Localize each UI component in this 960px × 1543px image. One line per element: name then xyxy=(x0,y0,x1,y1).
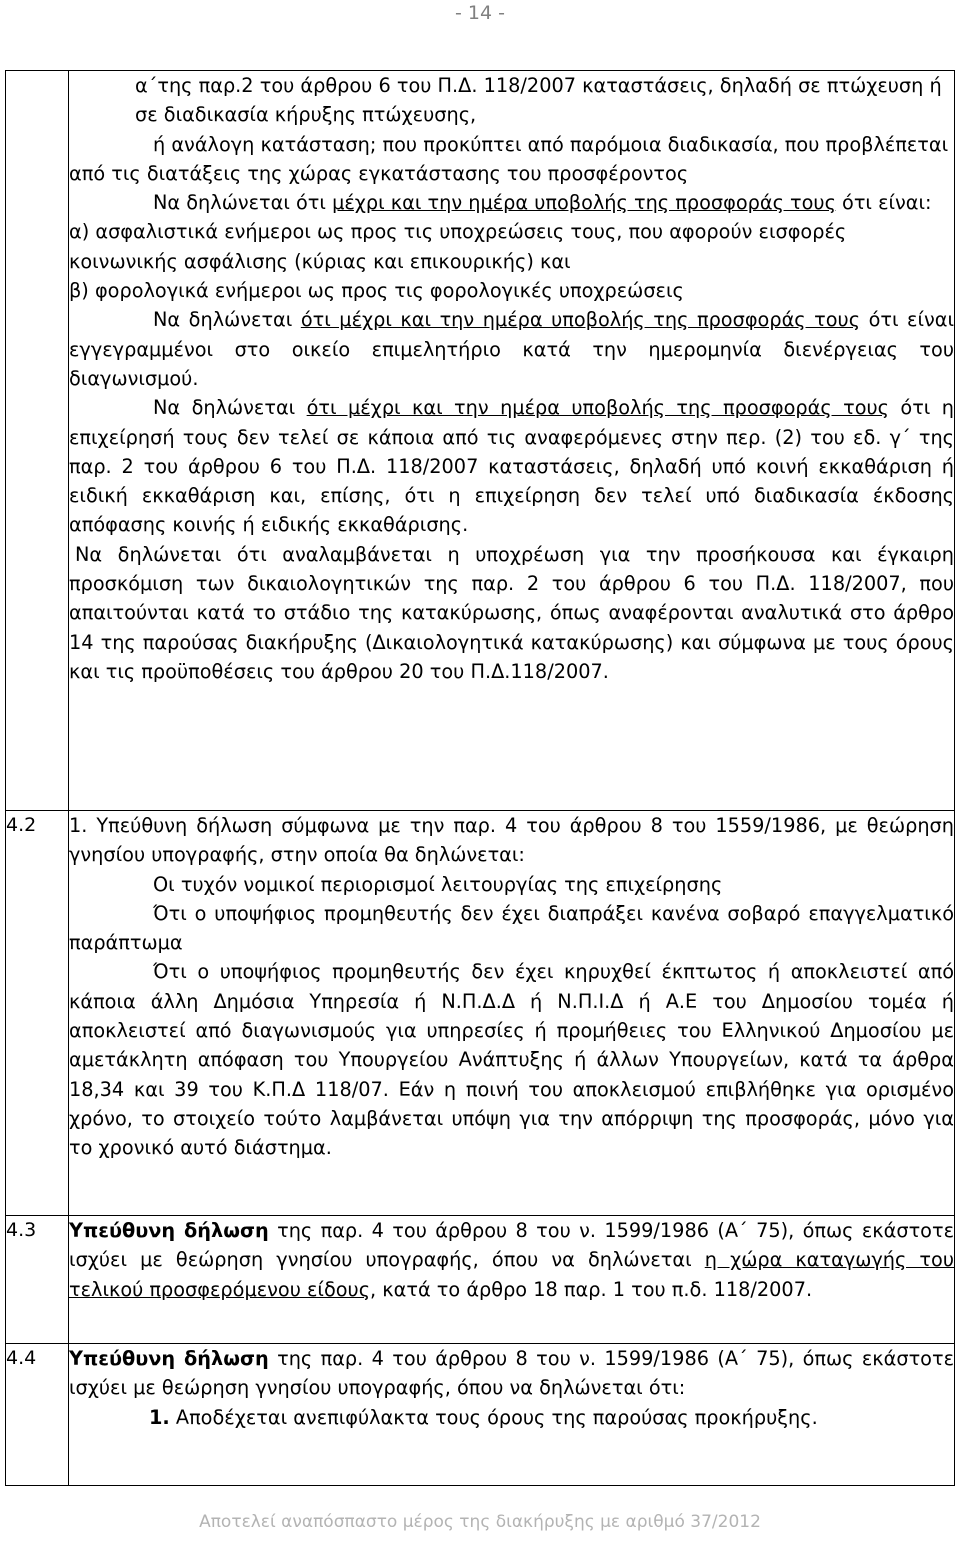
table-row xyxy=(6,1216,955,1344)
list-item: Οι τυχόν νομικοί περιορισμοί λειτουργίας της επιχείρησης xyxy=(153,872,723,896)
text: Ότι ο υποψήφιος προμηθευτής δεν έχει κηρυχθεί έκπτωτος ή αποκλειστεί από κάποια άλλη Δημόσια Υπηρεσία ή Ν.Π.Δ.Δ ή Ν.Π.Ι.Δ ή Α.Ε του Δημοσίου τομέα ή αποκλειστεί από διαγωνισμούς για υπηρεσίες ή προμήθειες του Ελληνικού Δημοσίου με αμετάκλητη απόφαση του Υπουργείου Ανάπτυξης ή άλλων Υπουργείων, κατά τα άρθρα 18,34 και 39 του Κ.Π.Δ 118/07. Εάν η ποινή του αποκλεισμού επιβλήθηκε για ορισμένο χρόνο, το στοιχείο τούτο λαμβάνεται υπόψη για την απόρριψη της προσφοράς, μόνο για το χρονικό αυτό διάστημα. xyxy=(69,960,954,1160)
paragraph: 1. Υπεύθυνη δήλωση σύμφωνα με την παρ. 4 του άρθρου 8 του 1559/1986, με θεώρηση γνησίου υπογραφής, στην οποία θα δηλώνεται: xyxy=(69,814,954,867)
underlined-text: ότι μέχρι και την ημέρα υποβολής της προσφοράς τους xyxy=(300,308,861,332)
text: ότι η επιχείρησή τους δεν τελεί σε κάποια από τις αναφερόμενες στην περ. (2) του εδ. γ΄ της παρ. 2 του άρθρου 6 του Π.Δ. 118/2007 καταστάσεις, δηλαδή υπό κοινή εκκαθάριση ή ειδική εκκαθάριση και, επίσης, ότι η επιχείρηση δεν τελεί υπό διαδικασία έκδοσης απόφασης κοινής ή ειδικής εκκαθάρισης. xyxy=(69,396,954,537)
table-row xyxy=(6,811,955,1216)
paragraph-text: Να δηλώνεται ότι αναλαμβάνεται η υποχρέωση για την προσήκουσα και έγκαιρη προσκόμιση των δικαιολογητικών της παρ. 2 του άρθρου 6 του Π.Δ. 118/2007, που απαιτούνται κατά το στάδιο της κατακύρωσης, όπως αναφέρονται αναλυτικά στο άρθρο 14 της παρούσας διακήρυξης (Δικαιολογητικά κατακύρωσης) και σύμφωνα με τους όρους και τις προϋποθέσεις του άρθρου 20 του Π.Δ.118/2007. xyxy=(69,542,954,683)
paragraph xyxy=(69,1344,954,1403)
paragraph xyxy=(69,130,954,189)
row-content xyxy=(69,811,955,1216)
paragraph xyxy=(69,540,954,686)
list-item xyxy=(69,1403,954,1432)
text: Να δηλώνεται xyxy=(153,308,301,332)
table-row xyxy=(6,71,955,811)
underlined-text: μέχρι και την ημέρα υποβολής της προσφοράς τους xyxy=(332,191,836,215)
paragraph-text: α΄της παρ.2 του άρθρου 6 του Π.Δ. 118/2007 καταστάσεις, δηλαδή σε πτώχευση ή σε διαδικασία κήρυξης πτώχευσης, xyxy=(135,74,942,127)
requirements-table xyxy=(5,70,955,1486)
list-item xyxy=(69,899,954,958)
underlined-text: ότι μέχρι και την ημέρα υποβολής της προσφοράς τους xyxy=(306,396,889,420)
row-number: 4.2 xyxy=(6,811,69,1216)
list-item: β) φορολογικά ενήμεροι ως προς τις φορολογικές υποχρεώσεις xyxy=(69,279,684,303)
paragraph xyxy=(69,305,954,393)
text: ότι είναι εγγεγραμμένοι στο οικείο επιμελητήριο κατά την ημερομηνία διενέργειας του διαγωνισμού. xyxy=(69,308,954,390)
text: ότι είναι: xyxy=(835,191,932,215)
row-number: 4.4 xyxy=(6,1344,69,1486)
text: , κατά το άρθρο 18 παρ. 1 του π.δ. 118/2007. xyxy=(370,1277,813,1301)
row-number xyxy=(6,71,69,811)
table-row xyxy=(6,1344,955,1486)
row-content xyxy=(69,1344,955,1486)
bold-text: Υπεύθυνη δήλωση xyxy=(69,1347,269,1370)
text: της παρ. 4 του άρθρου 8 του ν. 1599/1986 (Α΄ 75), όπως εκάστοτε ισχύει με θεώρηση γνησίου υπογραφής, όπου να δηλώνεται ότι: xyxy=(69,1347,955,1400)
paragraph xyxy=(69,393,954,539)
list-item: α) ασφαλιστικά ενήμεροι ως προς τις υποχρεώσεις τους, που αφορούν εισφορές κοινωνικής ασφάλισης (κύριας και επικουρικής) και xyxy=(69,220,847,273)
text: Να δηλώνεται xyxy=(153,396,307,420)
text: Να δηλώνεται ότι xyxy=(153,191,333,215)
bold-text: Υπεύθυνη δήλωση xyxy=(69,1219,269,1242)
text: Ότι ο υποψήφιος προμηθευτής δεν έχει διαπράξει κανένα σοβαρό επαγγελματικό παράπτωμα xyxy=(69,901,954,955)
paragraph xyxy=(135,71,954,130)
underlined-text: η χώρα καταγωγής του τελικού προσφερόμενου είδους xyxy=(69,1248,954,1301)
page-number: - 14 - xyxy=(455,2,505,24)
row-number: 4.3 xyxy=(6,1216,69,1344)
row-content xyxy=(69,71,955,811)
text: της παρ. 4 του άρθρου 8 του ν. 1599/1986 (Α΄ 75), όπως εκάστοτε ισχύει με θεώρηση γνησίου υπογραφής, όπου να δηλώνεται xyxy=(69,1219,955,1272)
item-number: 1. xyxy=(149,1405,170,1429)
paragraph-text: ή ανάλογη κατάσταση; που προκύπτει από παρόμοια διαδικασία, που προβλέπεται από τις διατάξεις της χώρας εγκατάστασης του προσφέροντος xyxy=(69,132,949,185)
paragraph xyxy=(69,188,954,217)
footer-text: Αποτελεί αναπόσπαστο μέρος της διακήρυξης με αριθμό 37/2012 xyxy=(199,1512,761,1532)
row-content xyxy=(69,1216,955,1344)
text: Αποδέχεται ανεπιφύλακτα τους όρους της παρούσας προκήρυξης. xyxy=(169,1405,818,1429)
list-item xyxy=(69,957,954,1162)
